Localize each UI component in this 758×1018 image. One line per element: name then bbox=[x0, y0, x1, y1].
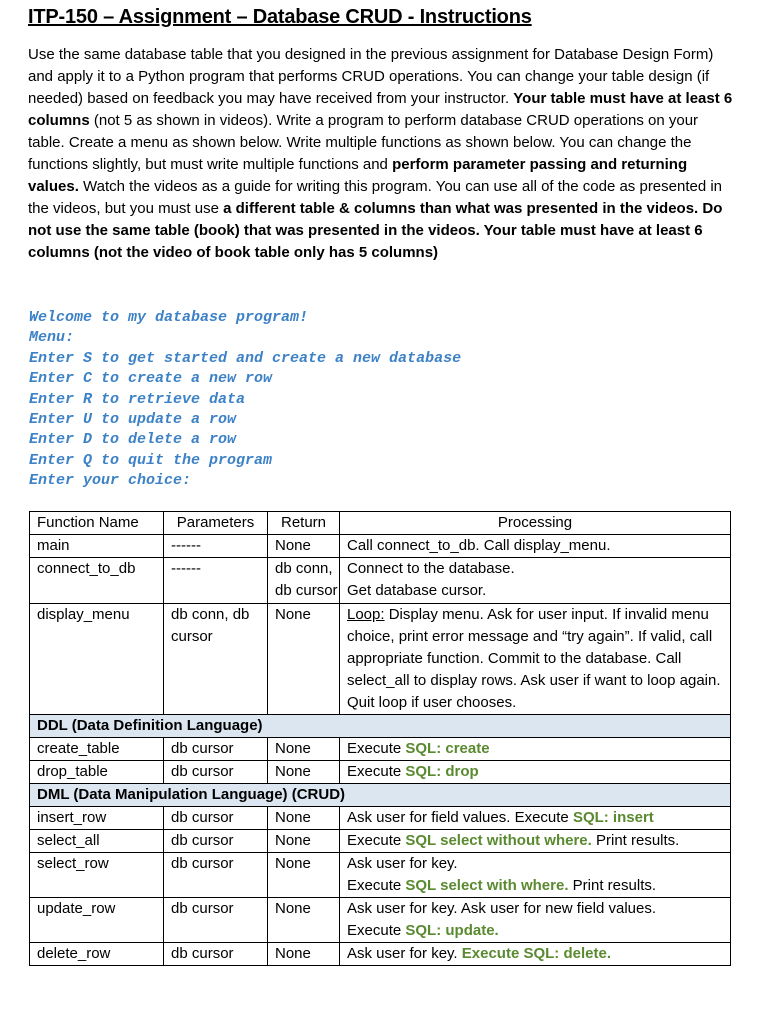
function-params: db cursor bbox=[164, 898, 268, 943]
function-processing: Call connect_to_db. Call display_menu. bbox=[340, 535, 731, 558]
section-label: DDL (Data Definition Language) bbox=[30, 715, 731, 738]
function-processing: Ask user for field values. Execute SQL: insert bbox=[340, 807, 731, 830]
function-name: connect_to_db bbox=[30, 558, 164, 604]
header-function-name: Function Name bbox=[30, 512, 164, 535]
function-return: None bbox=[268, 898, 340, 943]
table-row bbox=[30, 558, 731, 604]
page-title: ITP-150 – Assignment – Database CRUD - Instructions bbox=[28, 6, 532, 28]
function-processing: Execute SQL select without where. Print results. bbox=[340, 830, 731, 853]
console-line: Enter Q to quit the program bbox=[29, 451, 273, 469]
function-return: None bbox=[268, 853, 340, 898]
header-parameters: Parameters bbox=[164, 512, 268, 535]
intro-bold-1: Your table must have at least 6 columns bbox=[28, 90, 733, 129]
function-params: db cursor bbox=[164, 807, 268, 830]
function-return: None bbox=[268, 830, 340, 853]
function-params: db cursor bbox=[164, 830, 268, 853]
intro-bold-2: perform parameter passing and returning values. bbox=[28, 156, 688, 195]
function-processing: Loop: Display menu. Ask for user input. If invalid menu choice, print error message and “try again”. If valid, call appropriate function. Commit to the database. Call select_all to display rows. Ask user if want to loop again. Quit loop if user chooses. bbox=[340, 604, 731, 715]
sample-console-output bbox=[29, 308, 461, 492]
function-return: db conn, db cursor bbox=[268, 558, 340, 604]
section-ddl bbox=[30, 715, 731, 738]
table-row bbox=[30, 535, 731, 558]
function-name: display_menu bbox=[30, 604, 164, 715]
table-row bbox=[30, 830, 731, 853]
table-row bbox=[30, 898, 731, 943]
function-name: delete_row bbox=[30, 943, 164, 966]
function-params: ------ bbox=[164, 558, 268, 604]
function-name: select_row bbox=[30, 853, 164, 898]
table-row bbox=[30, 853, 731, 898]
function-return: None bbox=[268, 535, 340, 558]
function-return: None bbox=[268, 761, 340, 784]
table-row bbox=[30, 807, 731, 830]
function-return: None bbox=[268, 604, 340, 715]
table-row bbox=[30, 738, 731, 761]
function-params: db cursor bbox=[164, 943, 268, 966]
table-row bbox=[30, 604, 731, 715]
intro-bold-3: a different table & columns than what was presented in the videos. Do not use the same table (book) that was presented in the videos. Your table must have at least 6 columns (not the video of book table only has 5 columns) bbox=[28, 200, 723, 261]
function-processing: Ask user for key. Ask user for new field values. Execute SQL: update. bbox=[340, 898, 731, 943]
table-row bbox=[30, 943, 731, 966]
function-processing: Ask user for key. Execute SQL: delete. bbox=[340, 943, 731, 966]
table-header-row bbox=[30, 512, 731, 535]
function-processing: Execute SQL: drop bbox=[340, 761, 731, 784]
console-line: Menu: bbox=[29, 329, 75, 347]
function-name: insert_row bbox=[30, 807, 164, 830]
header-processing: Processing bbox=[340, 512, 731, 535]
function-processing: Execute SQL: create bbox=[340, 738, 731, 761]
function-params: db cursor bbox=[164, 738, 268, 761]
function-name: main bbox=[30, 535, 164, 558]
header-return: Return bbox=[268, 512, 340, 535]
intro-text-1: Use the same database table that you designed in the previous assignment for Database Design Form) and apply it to a Python program that performs CRUD operations. You can change your table design (if needed) based on feedback you may have received from your instructor. bbox=[28, 46, 714, 107]
function-name: create_table bbox=[30, 738, 164, 761]
console-line: Enter D to delete a row bbox=[29, 431, 237, 449]
function-params: db conn, db cursor bbox=[164, 604, 268, 715]
intro-text-3: Watch the videos as a guide for writing this program. You can use all of the code as presented in the videos, but you must use bbox=[28, 178, 723, 217]
console-line: Enter R to retrieve data bbox=[29, 390, 246, 408]
section-dml bbox=[30, 784, 731, 807]
function-return: None bbox=[268, 807, 340, 830]
function-processing: Connect to the database. Get database cursor. bbox=[340, 558, 731, 604]
intro-text-2: (not 5 as shown in videos). Write a program to perform database CRUD operations on your table. Create a menu as shown below. Write multiple functions as shown below. You can change the functions slightly, but must write multiple functions and bbox=[28, 112, 699, 173]
console-line: Welcome to my database program! bbox=[29, 309, 309, 326]
function-params: ------ bbox=[164, 535, 268, 558]
functions-table bbox=[29, 511, 731, 966]
instructions-paragraph bbox=[28, 44, 738, 264]
console-line: Enter your choice: bbox=[29, 472, 192, 490]
console-line: Enter S to get started and create a new database bbox=[29, 349, 462, 367]
table-row bbox=[30, 761, 731, 784]
function-return: None bbox=[268, 943, 340, 966]
function-name: select_all bbox=[30, 830, 164, 853]
function-return: None bbox=[268, 738, 340, 761]
console-line: Enter U to update a row bbox=[29, 411, 237, 429]
function-params: db cursor bbox=[164, 761, 268, 784]
section-label: DML (Data Manipulation Language) (CRUD) bbox=[30, 784, 731, 807]
console-line: Enter C to create a new row bbox=[29, 370, 273, 388]
function-name: update_row bbox=[30, 898, 164, 943]
function-name: drop_table bbox=[30, 761, 164, 784]
function-processing: Ask user for key. Execute SQL select with where. Print results. bbox=[340, 853, 731, 898]
function-params: db cursor bbox=[164, 853, 268, 898]
